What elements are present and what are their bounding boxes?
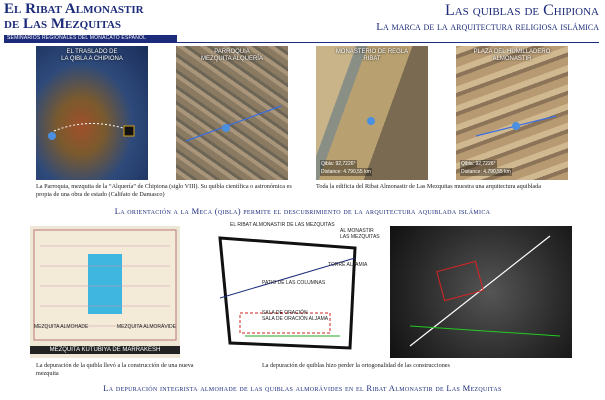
ribat-satellite	[390, 226, 572, 358]
title-line-2: de Las Mezquitas	[4, 16, 122, 32]
caption-ribat: Toda la edificia del Ribat Almonastir de Las Mezquitas muestra una arquitectura aquiblada	[316, 183, 541, 190]
header-rule	[4, 42, 599, 43]
caption-ribat-quiblas: La depuración de quiblas hizo perder la ortogonalidad de las construcciones	[262, 362, 450, 369]
caption-parroquia: La Parroquia, mezquita de la “Alquería” de Chipiona (siglo VIII). Su quibla científica o astronómica es propia de una obra de estado (Califato de Damasco)	[36, 183, 292, 199]
title-line-1: El Ribat Almonastir	[4, 1, 144, 17]
header-left	[4, 2, 204, 32]
aerial-monasterio-regla: MONASTERIO DE REGLA RIBAT Qibla: 92,7226° Distance: 4.790,55 km	[316, 46, 428, 180]
caption-kutubiya: La depuración de la quibla llevó a la construcción de una nueva mezquita	[36, 362, 194, 378]
seminar-band: SEMINARIOS REGIONALES DEL MONACATO ESPAÑOL	[4, 35, 177, 42]
header-right	[376, 2, 599, 33]
subtitle-line-1: Las quiblas de Chipiona	[444, 2, 599, 19]
section-heading-2: La depuración integrista almohade de las quiblas almorávides en el Ribat Almonastir de Las Mezquitas	[103, 383, 502, 393]
kutubiya-plan: MEZQUITA ALMOHADE MEZQUITA ALMORÁVIDE MEZQUITA KUTUBIYA DE MARRAKESH	[30, 226, 180, 358]
map-label: EL TRASLADO DE LA QIBLA A CHIPIONA	[61, 49, 123, 63]
ribat-cad-plan: EL RIBAT ALMONASTIR DE LAS MEZQUITAS AL MONASTIR LAS MEZQUITAS TORRE ALJAMIA PATIO DE LAS COLUMNAS SALA DE ORACIÓN SALA DE ORACIÓN ALJAMA	[200, 218, 384, 358]
section-heading-1: La orientación a la Meca (qibla) permite el descubrimiento de la arquitectura aquiblada islámica	[114, 206, 491, 216]
subtitle-line-2: La marca de la arquitectura religiosa islámica	[376, 21, 599, 33]
aerial-parroquia: PARROQUIA MEZQUITA ALQUERÍA	[176, 46, 288, 180]
qibla-world-map	[36, 46, 148, 180]
aerial-plaza-humilladero: PLAZA DEL HUMILLADERO ALMONASTIR Qibla: 92,7226° Distance: 4.790,55 km	[456, 46, 568, 180]
